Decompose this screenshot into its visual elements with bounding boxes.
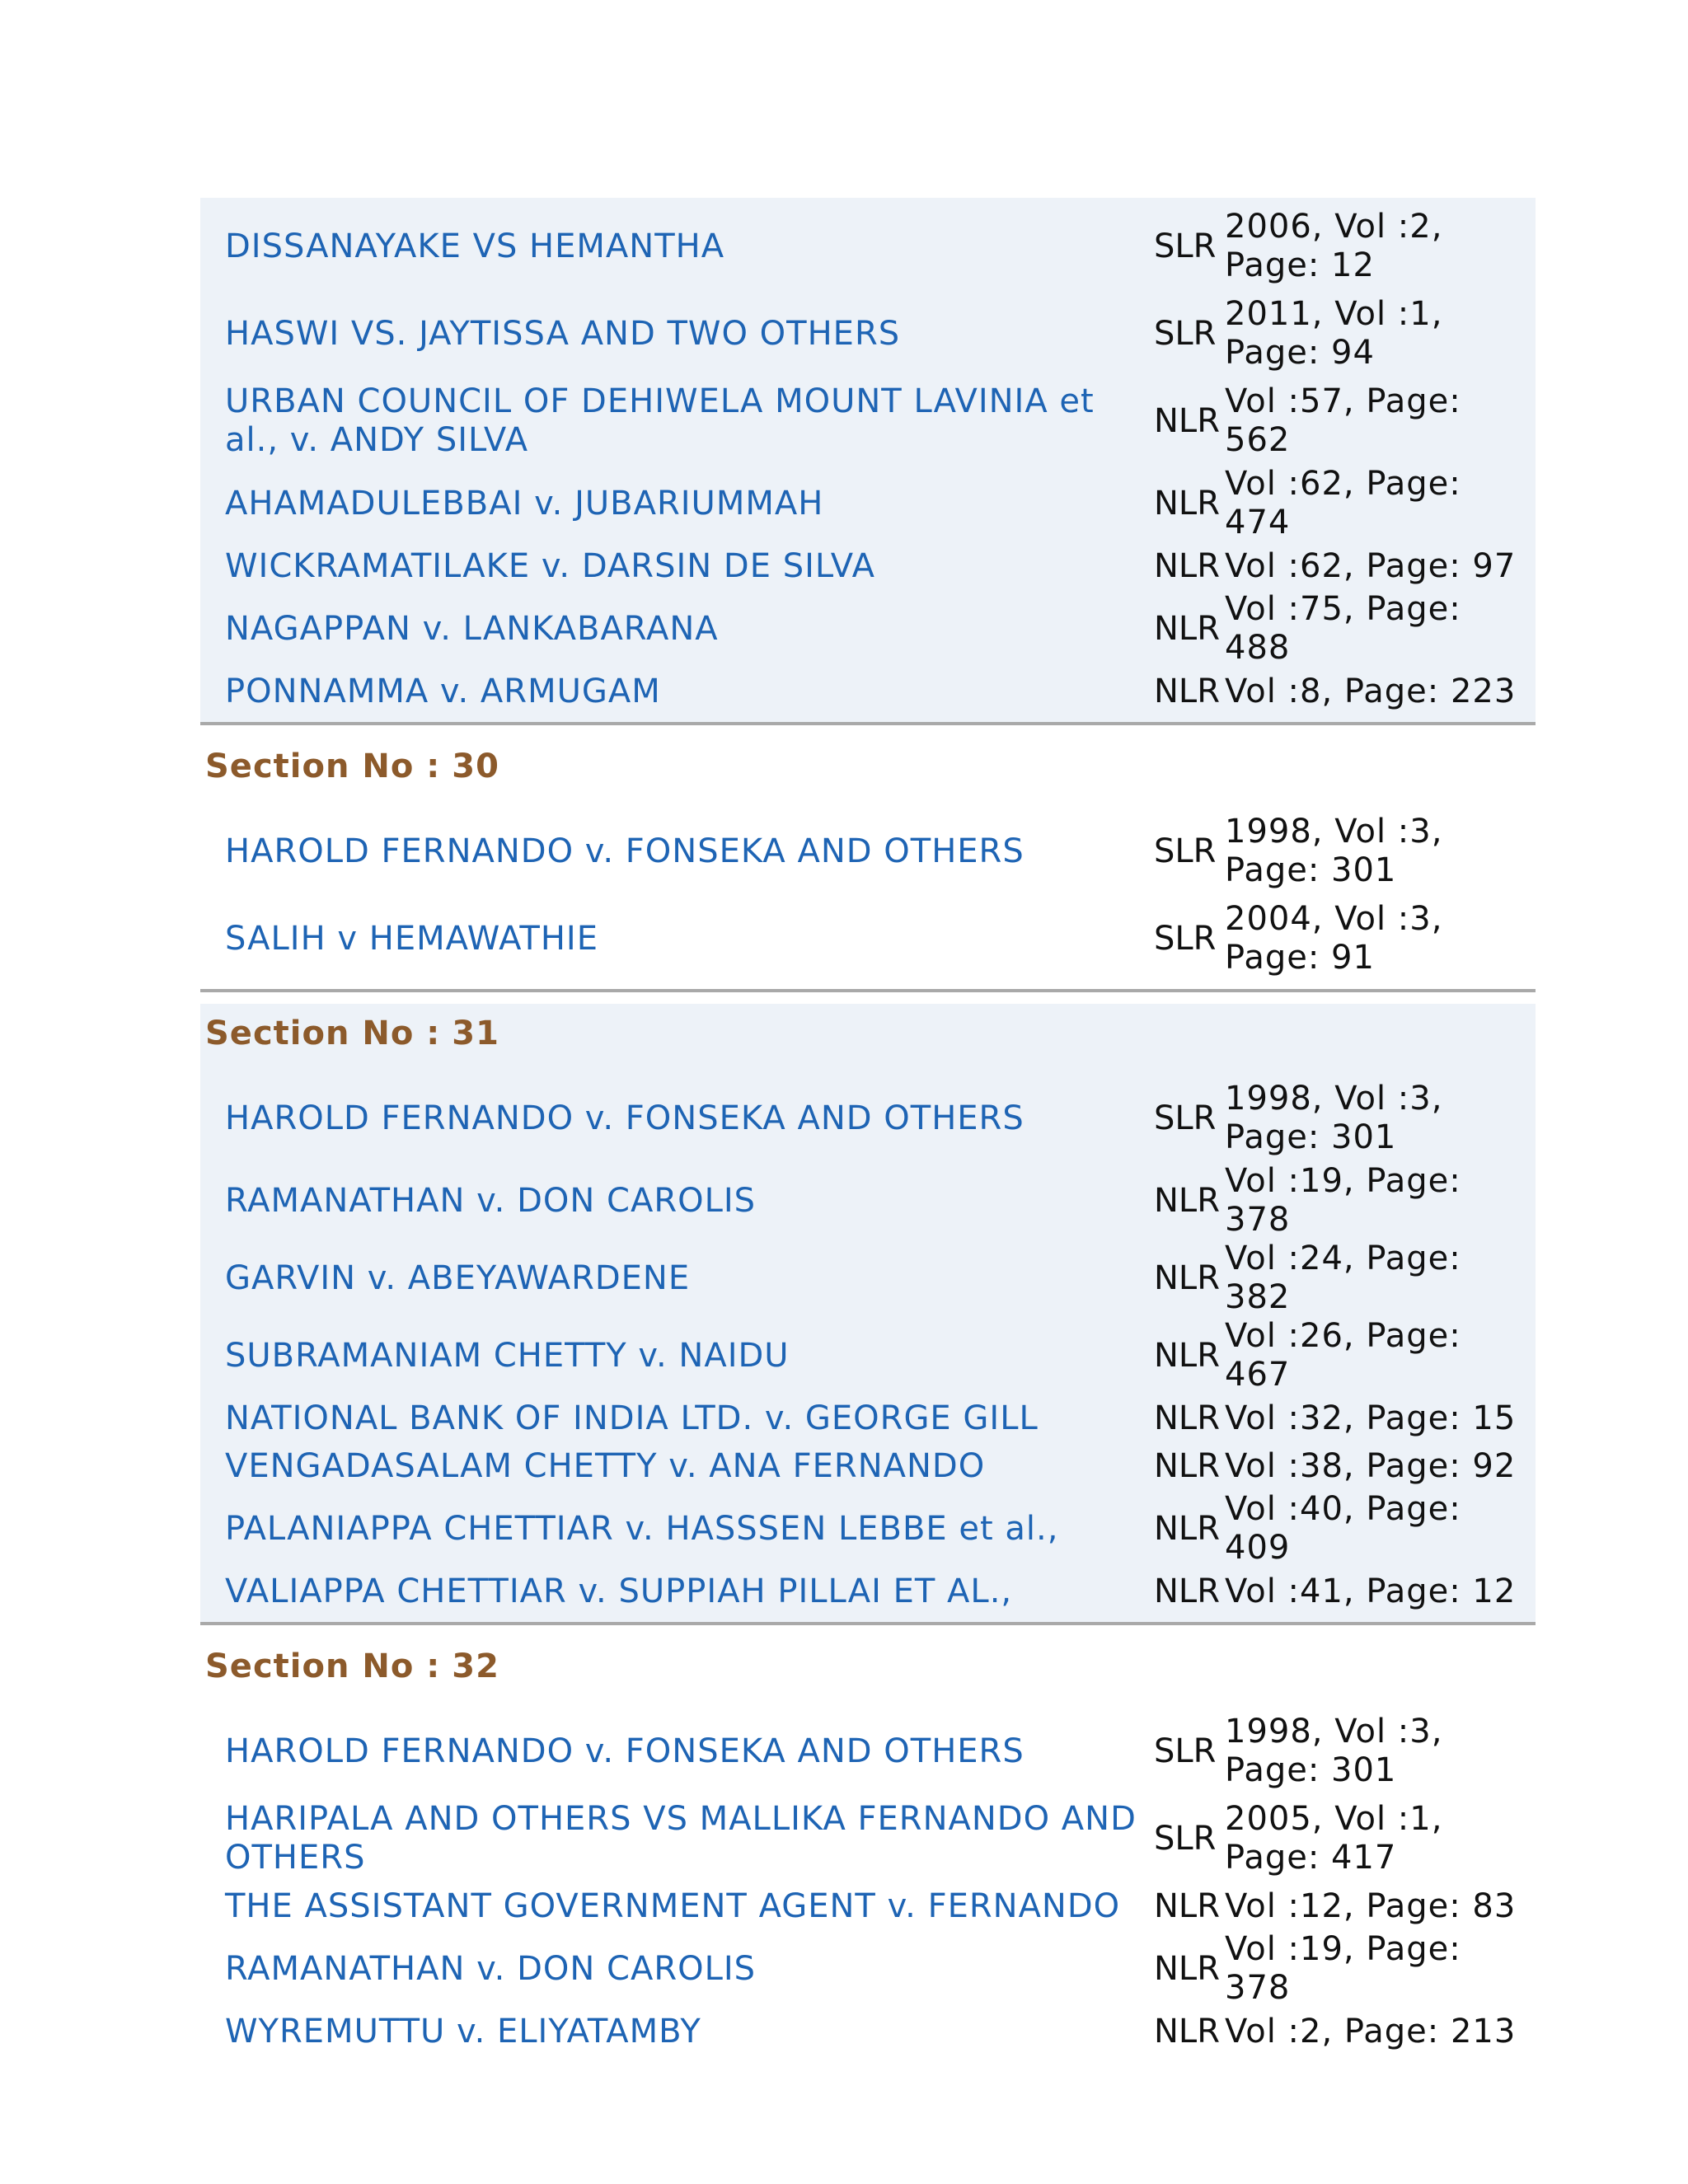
citation-reference: Vol :32, Page: 15 [1225, 1399, 1517, 1437]
case-name-link[interactable]: HAROLD FERNANDO v. FONSEKA AND OTHERS [225, 1099, 1025, 1137]
citation-reference: Vol :12, Page: 83 [1225, 1886, 1517, 1925]
case-name-link[interactable]: URBAN COUNCIL OF DEHIWELA MOUNT LAVINIA et al., v. ANDY SILVA [225, 382, 1095, 459]
law-report-name: SLR [1154, 227, 1217, 265]
citation-reference: Vol :75, Page: 488 [1225, 590, 1461, 667]
case-name-link[interactable]: AHAMADULEBBAI v. JUBARIUMMAH [225, 484, 824, 523]
case-name-link[interactable]: VENGADASALAM CHETTY v. ANA FERNANDO [225, 1446, 986, 1485]
table-row [200, 2008, 1536, 2055]
law-report-name: NLR [1154, 1399, 1220, 1437]
case-name-link[interactable]: RAMANATHAN v. DON CAROLIS [225, 1949, 757, 1988]
table-row [200, 1075, 1536, 1162]
citation-reference: 1998, Vol :3, Page: 301 [1225, 1080, 1443, 1156]
case-name-link[interactable]: NAGAPPAN v. LANKABARANA [225, 609, 719, 648]
law-report-name: NLR [1154, 2012, 1220, 2050]
case-table [200, 203, 1536, 715]
case-name-link[interactable]: THE ASSISTANT GOVERNMENT AGENT v. FERNANDO [225, 1886, 1121, 1925]
law-report-name: SLR [1154, 919, 1217, 958]
citation-reference: 1998, Vol :3, Page: 301 [1225, 813, 1443, 889]
section-number: 30 [452, 748, 499, 785]
case-name-link[interactable]: DISSANAYAKE VS HEMANTHA [225, 227, 725, 265]
case-name-link[interactable]: HASWI VS. JAYTISSA AND TWO OTHERS [225, 314, 901, 353]
citation-reference: Vol :19, Page: 378 [1225, 1930, 1461, 2007]
case-name-link[interactable]: PONNAMMA v. ARMUGAM [225, 672, 661, 710]
table-row [200, 1930, 1536, 2008]
law-report-name: NLR [1154, 484, 1220, 523]
section-block [200, 198, 1536, 722]
table-row [200, 895, 1536, 982]
table-row [200, 1568, 1536, 1615]
table-row [200, 668, 1536, 715]
case-name-link[interactable]: WYREMUTTU v. ELIYATAMBY [225, 2012, 701, 2050]
law-report-name: NLR [1154, 1258, 1220, 1297]
law-report-name: NLR [1154, 609, 1220, 648]
table-row [200, 1240, 1536, 1317]
section-title [200, 737, 1536, 786]
section-number: 31 [452, 1015, 499, 1052]
citation-reference: 2006, Vol :2, Page: 12 [1225, 208, 1443, 284]
section-title-label: Section No : [205, 1647, 441, 1685]
citation-reference: Vol :57, Page: 562 [1225, 382, 1461, 459]
section-title [200, 1637, 1536, 1686]
case-name-link[interactable]: SUBRAMANIAM CHETTY v. NAIDU [225, 1336, 790, 1375]
table-row [200, 465, 1536, 542]
case-name-link[interactable]: HAROLD FERNANDO v. FONSEKA AND OTHERS [225, 832, 1025, 870]
table-row [200, 1882, 1536, 1930]
section-title [200, 1004, 1536, 1053]
law-report-name: SLR [1154, 832, 1217, 870]
section-block [200, 1637, 1536, 2062]
case-table [200, 808, 1536, 982]
case-name-link[interactable]: HAROLD FERNANDO v. FONSEKA AND OTHERS [225, 1732, 1025, 1770]
case-name-link[interactable]: VALIAPPA CHETTIAR v. SUPPIAH PILLAI ET AL., [225, 1572, 1013, 1610]
case-name-link[interactable]: PALANIAPPA CHETTIAR v. HASSSEN LEBBE et al., [225, 1509, 1059, 1548]
law-report-name: NLR [1154, 1446, 1220, 1485]
citation-reference: Vol :26, Page: 467 [1225, 1317, 1461, 1394]
law-report-name: NLR [1154, 1886, 1220, 1925]
law-report-name: SLR [1154, 1819, 1217, 1858]
table-row [200, 808, 1536, 895]
law-report-name: NLR [1154, 546, 1220, 585]
law-report-name: NLR [1154, 1949, 1220, 1988]
citation-reference: Vol :8, Page: 223 [1225, 672, 1517, 710]
case-table [200, 1075, 1536, 1615]
law-report-name: NLR [1154, 672, 1220, 710]
section-title-label: Section No : [205, 1015, 441, 1052]
table-row [200, 203, 1536, 290]
case-name-link[interactable]: WICKRAMATILAKE v. DARSIN DE SILVA [225, 546, 875, 585]
law-report-name: NLR [1154, 1181, 1220, 1220]
section-block [200, 1004, 1536, 1622]
case-citation-list [200, 198, 1536, 2062]
law-report-name: NLR [1154, 1509, 1220, 1548]
table-row [200, 1162, 1536, 1240]
table-row [200, 1317, 1536, 1394]
table-row [200, 1708, 1536, 1795]
section-block [200, 737, 1536, 989]
section-number: 32 [452, 1647, 499, 1685]
case-name-link[interactable]: GARVIN v. ABEYAWARDENE [225, 1258, 691, 1297]
table-row [200, 1442, 1536, 1490]
case-table [200, 1708, 1536, 2055]
table-row [200, 542, 1536, 590]
case-name-link[interactable]: HARIPALA AND OTHERS VS MALLIKA FERNANDO AND OTHERS [225, 1800, 1137, 1877]
citation-reference: Vol :19, Page: 378 [1225, 1162, 1461, 1239]
case-name-link[interactable]: NATIONAL BANK OF INDIA LTD. v. GEORGE GILL [225, 1399, 1039, 1437]
case-name-link[interactable]: SALIH v HEMAWATHIE [225, 919, 598, 958]
section-title-label: Section No : [205, 748, 441, 785]
citation-reference: Vol :41, Page: 12 [1225, 1572, 1517, 1610]
citation-reference: Vol :24, Page: 382 [1225, 1240, 1461, 1316]
table-row [200, 1795, 1536, 1882]
law-report-name: SLR [1154, 1732, 1217, 1770]
law-report-name: NLR [1154, 401, 1220, 440]
case-name-link[interactable]: RAMANATHAN v. DON CAROLIS [225, 1181, 757, 1220]
citation-reference: Vol :62, Page: 97 [1225, 546, 1517, 585]
law-report-name: SLR [1154, 314, 1217, 353]
citation-reference: Vol :2, Page: 213 [1225, 2012, 1517, 2050]
table-row [200, 377, 1536, 465]
citation-reference: 2011, Vol :1, Page: 94 [1225, 295, 1443, 372]
table-row [200, 590, 1536, 668]
law-report-name: SLR [1154, 1099, 1217, 1137]
citation-reference: Vol :40, Page: 409 [1225, 1490, 1461, 1567]
citation-reference: 1998, Vol :3, Page: 301 [1225, 1713, 1443, 1789]
table-row [200, 290, 1536, 377]
citation-reference: Vol :62, Page: 474 [1225, 465, 1461, 541]
citation-reference: Vol :38, Page: 92 [1225, 1446, 1517, 1485]
law-report-name: NLR [1154, 1336, 1220, 1375]
citation-reference: 2005, Vol :1, Page: 417 [1225, 1800, 1443, 1877]
table-row [200, 1490, 1536, 1568]
law-report-name: NLR [1154, 1572, 1220, 1610]
table-row [200, 1394, 1536, 1442]
citation-reference: 2004, Vol :3, Page: 91 [1225, 900, 1443, 977]
